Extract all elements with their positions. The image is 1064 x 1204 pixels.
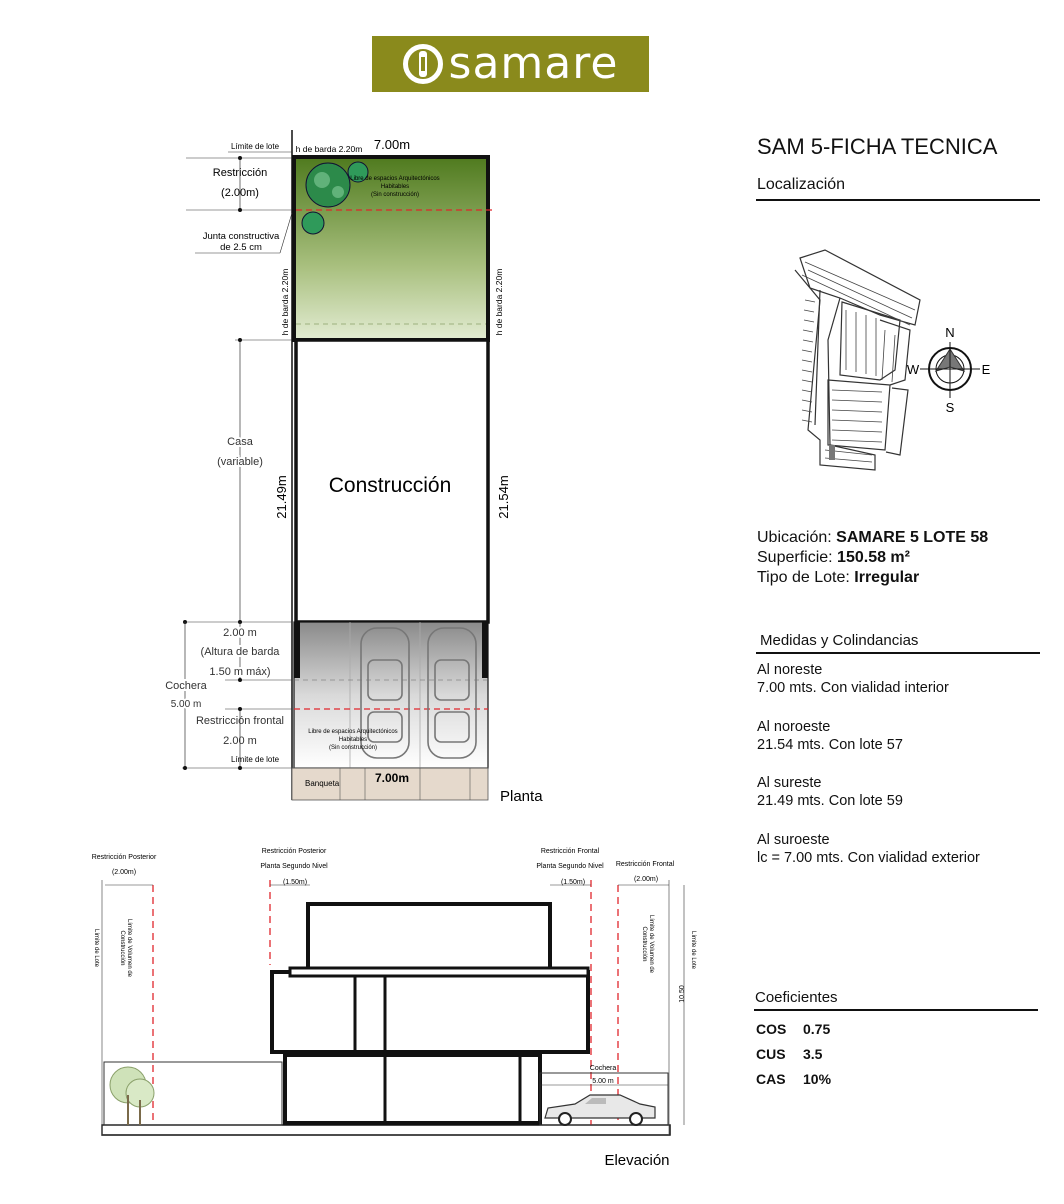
localizacion-rule xyxy=(756,199,1040,201)
sheet-title: SAM 5-FICHA TECNICA xyxy=(757,134,998,159)
car-side-icon xyxy=(545,1095,655,1125)
rest-frontal-value: (2.00m) xyxy=(633,876,659,883)
planta-drawing xyxy=(0,120,600,810)
cos-row xyxy=(756,1021,830,1037)
limite-volumen-left-2: Construcción xyxy=(119,930,125,966)
cochera-w: 2.00 m xyxy=(223,627,257,639)
lot-info xyxy=(757,528,988,588)
colindancia-4-dir: Al suroeste xyxy=(757,832,830,848)
rest-posterior-label: Restricción Posterior xyxy=(91,854,157,861)
barda-left: h de barda 2.20m xyxy=(280,268,290,336)
restriccion-frontal-value: 2.00 m xyxy=(223,735,257,747)
planta-2-label: Planta Segundo Nivel xyxy=(260,863,328,870)
cochera-value: 5.00 m xyxy=(170,699,202,710)
colindancia-1-dir: Al noreste xyxy=(757,662,823,678)
colindancia-1 xyxy=(757,661,949,697)
restriccion-frontal: Restricción frontal xyxy=(195,715,285,727)
tree-icon xyxy=(110,1067,154,1125)
construccion-label: Construcción xyxy=(328,474,452,497)
restriccion-label: Restricción xyxy=(212,167,268,179)
compass-rose xyxy=(900,322,1000,416)
tipo-row xyxy=(757,568,988,588)
junta-label: Junta constructiva xyxy=(202,231,280,242)
medidas-heading: Medidas y Colindancias xyxy=(760,632,919,649)
superficie-value: 150.58 m² xyxy=(837,549,910,566)
compass-s: S xyxy=(945,400,955,415)
limite-lote-right: Límite de Lote xyxy=(690,930,696,970)
colindancia-3-dir: Al sureste xyxy=(757,775,822,791)
compass-n: N xyxy=(945,325,955,340)
logo-wordmark: samare xyxy=(448,38,619,89)
rest-frontal-label: Restricción Frontal xyxy=(615,861,675,868)
barda-top: h de barda 2.20m xyxy=(295,144,363,154)
colindancia-4 xyxy=(757,831,980,867)
casa-label: Casa xyxy=(227,436,253,448)
dim-right: 21.54m xyxy=(496,475,511,519)
rest-post-2-label: Restricción Posterior xyxy=(261,848,327,855)
elev-cochera-label: Cochera xyxy=(589,1065,617,1072)
elev-cochera-value: 5.00 m xyxy=(592,1078,614,1085)
colindancia-3 xyxy=(757,774,903,810)
width-bottom: 7.00m xyxy=(374,771,410,785)
coeficientes-rule xyxy=(754,1009,1038,1011)
lot-58-marker xyxy=(829,445,835,460)
cochera-label: Cochera xyxy=(165,680,207,692)
superficie-row xyxy=(757,548,988,568)
ubicacion-label: Ubicación: xyxy=(757,529,832,546)
coeficientes-heading: Coeficientes xyxy=(755,989,838,1006)
compass-e: E xyxy=(981,362,991,377)
val-150-a: (1.50m) xyxy=(282,879,308,886)
cas-value: 10% xyxy=(803,1071,832,1087)
libre-top-1: Libre de espacios Arquitectónicos xyxy=(350,176,440,182)
limite-lote-top: Límite de lote xyxy=(230,142,280,151)
casa-value: (variable) xyxy=(217,456,263,468)
colindancia-2 xyxy=(757,718,903,754)
tipo-value: Irregular xyxy=(854,569,920,586)
cas-key: CAS xyxy=(756,1071,786,1087)
planta-2b-label: Planta Segundo Nivel xyxy=(536,863,604,870)
elevacion-caption: Elevación xyxy=(604,1152,670,1169)
cas-row xyxy=(756,1071,831,1087)
cus-key: CUS xyxy=(756,1046,786,1062)
limite-lote-bottom: Límite de lote xyxy=(230,755,280,764)
ubicacion-value: SAMARE 5 LOTE 58 xyxy=(836,529,989,546)
cus-row xyxy=(756,1046,822,1062)
val-150-b: (1.50m) xyxy=(560,879,586,886)
ubicacion-row xyxy=(757,528,988,548)
rest-frontal-2-label: Restricción Frontal xyxy=(540,848,600,855)
tipo-label: Tipo de Lote: xyxy=(757,569,850,586)
junta-value: de 2.5 cm xyxy=(220,242,262,253)
cus-value: 3.5 xyxy=(803,1046,823,1062)
cos-value: 0.75 xyxy=(803,1021,831,1037)
libre-top-3: (Sin construcción) xyxy=(370,192,420,198)
barda-right: h de barda 2.20m xyxy=(494,268,504,336)
limite-volumen-right-1: Límite de Volumen de xyxy=(648,914,654,974)
altura-barda-value: 1.50 m máx) xyxy=(209,666,271,678)
colindancia-3-desc: 21.49 mts. Con lote 59 xyxy=(757,793,903,809)
compass-w: W xyxy=(906,362,920,377)
altura-barda: (Altura de barda xyxy=(200,646,280,658)
rest-posterior-value: (2.00m) xyxy=(111,869,137,876)
dim-left: 21.49m xyxy=(274,475,289,519)
planta-caption: Planta xyxy=(500,788,543,805)
colindancia-1-desc: 7.00 mts. Con vialidad interior xyxy=(757,680,949,696)
cos-key: COS xyxy=(756,1021,787,1037)
localizacion-heading: Localización xyxy=(757,176,846,193)
width-top: 7.00m xyxy=(373,137,411,152)
libre-bottom-3: (Sin construcción) xyxy=(328,745,378,751)
libre-top-2: Habitables xyxy=(380,184,410,190)
samare-logo-mark-icon xyxy=(403,44,443,84)
libre-bottom-1: Libre de espacios Arquitectónicos xyxy=(308,729,398,735)
superficie-label: Superficie: xyxy=(757,549,833,566)
colindancia-2-desc: 21.54 mts. Con lote 57 xyxy=(757,737,903,753)
limite-volumen-right-2: Construcción xyxy=(641,926,647,962)
building-elevation xyxy=(272,904,588,1123)
limite-lote-left: Límite de Lote xyxy=(93,928,99,968)
height-value: 10.50 xyxy=(679,985,686,1003)
limite-volumen-left-1: Límite de Volumen de xyxy=(126,918,132,978)
banqueta-label: Banqueta xyxy=(305,779,340,788)
medidas-rule xyxy=(756,652,1040,654)
samare-logo xyxy=(372,36,649,92)
restriccion-value: (2.00m) xyxy=(221,187,259,199)
cochera-area xyxy=(294,622,488,768)
colindancia-4-desc: lc = 7.00 mts. Con vialidad exterior xyxy=(757,850,980,866)
elevacion-drawing xyxy=(0,840,720,1180)
colindancia-2-dir: Al noroeste xyxy=(757,719,831,735)
libre-bottom-2: Habitables xyxy=(338,737,368,743)
